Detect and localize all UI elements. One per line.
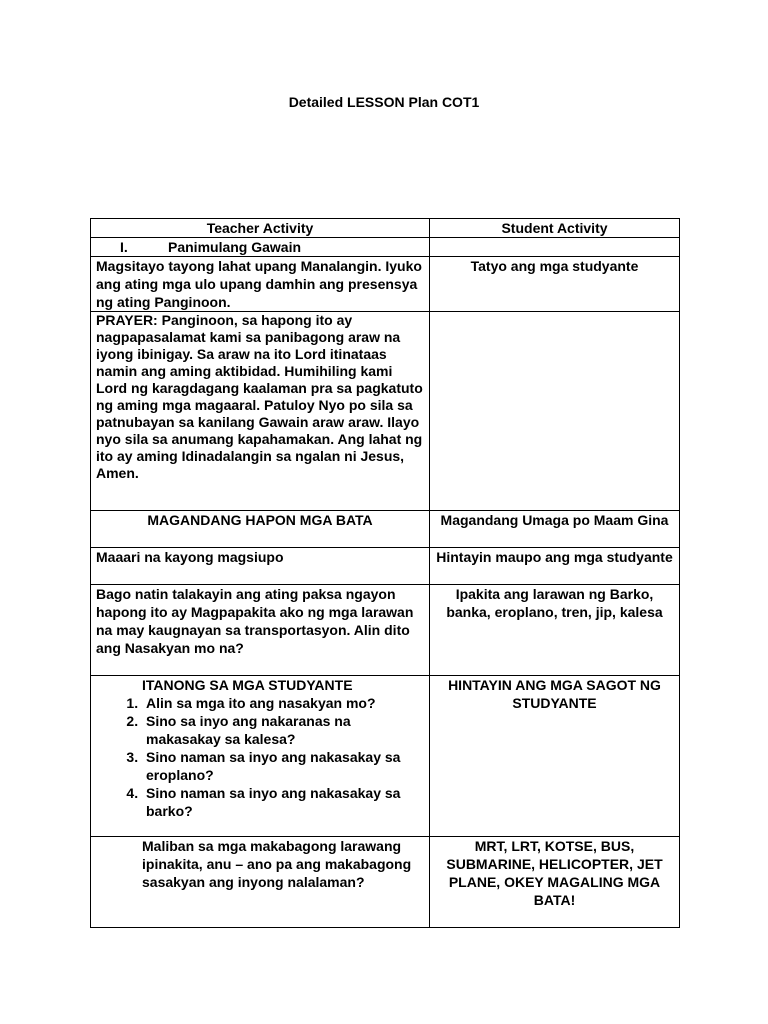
teacher-cell: PRAYER: Panginoon, sa hapong ito ay nagpapasalamat kami sa panibagong araw na iyong ibinigay. Sa araw na ito Lord itinataas namin ang aming aktibidad. Humihiling kami Lord ng karagdagang kaalaman pra sa pagkatuto ng aming mga magaaral. Patuloy Nyo po sila sa patnubayan sa kanilang Gawain araw araw. Ilayo nyo sila sa anumang kapahamakan. Ang lahat ng ito ay aming Idinadalangin sa ngalan ni Jesus, Amen. — [91, 312, 430, 511]
document-title: Detailed LESSON Plan COT1 — [288, 94, 480, 110]
questions-list — [96, 694, 424, 820]
student-cell: Tatyo ang mga studyante — [430, 257, 680, 312]
teacher-cell: Bago natin talakayin ang ating paksa ngayon hapong ito ay Magpapakita ako ng mga larawan na may kaugnayan sa transportasyon. Alin dito ang Nasakyan mo na? — [91, 585, 430, 676]
student-cell: Magandang Umaga po Maam Gina — [430, 511, 680, 548]
student-cell: HINTAYIN ANG MGA SAGOT NG STUDYANTE — [430, 676, 680, 837]
questions-row — [91, 676, 680, 837]
table-row — [91, 511, 680, 548]
lesson-plan-table — [90, 218, 680, 928]
header-teacher-activity: Teacher Activity — [91, 219, 430, 238]
student-cell: Hintayin maupo ang mga studyante — [430, 548, 680, 585]
questions-cell — [91, 676, 430, 837]
student-cell: MRT, LRT, KOTSE, BUS, SUBMARINE, HELICOPTER, JET PLANE, OKEY MAGALING MGA BATA! — [430, 837, 680, 928]
header-student-activity: Student Activity — [430, 219, 680, 238]
question-item: 2. Sino sa inyo ang nakaranas na makasakay sa kalesa? — [142, 712, 424, 748]
teacher-cell — [91, 837, 430, 928]
section-empty-cell — [430, 238, 680, 257]
student-cell: Ipakita ang larawan ng Barko, banka, eroplano, tren, jip, kalesa — [430, 585, 680, 676]
teacher-cell: MAGANDANG HAPON MGA BATA — [91, 511, 430, 548]
table-header-row — [91, 219, 680, 238]
student-cell — [430, 312, 680, 511]
questions-heading: ITANONG SA MGA STUDYANTE — [142, 677, 353, 693]
section-row — [91, 238, 680, 257]
table-row — [91, 837, 680, 928]
section-numeral: I. — [120, 239, 128, 255]
section-heading — [91, 238, 430, 257]
question-item: 1. Alin sa mga ito ang nasakyan mo? — [142, 694, 424, 712]
final-teacher-text: Maliban sa mga makabagong larawang ipinakita, anu – ano pa ang makabagong sasakyan ang inyong nalalaman? — [142, 838, 412, 890]
table-row — [91, 548, 680, 585]
section-label: Panimulang Gawain — [168, 239, 302, 255]
question-item: 4. Sino naman sa inyo ang nakasakay sa barko? — [142, 784, 424, 820]
teacher-cell: Maaari na kayong magsiupo — [91, 548, 430, 585]
teacher-cell: Magsitayo tayong lahat upang Manalangin. Iyuko ang ating mga ulo upang damhin ang presensya ng ating Panginoon. — [91, 257, 430, 312]
table-row — [91, 257, 680, 312]
table-row — [91, 585, 680, 676]
question-item: 3. Sino naman sa inyo ang nakasakay sa eroplano? — [142, 748, 424, 784]
table-row — [91, 312, 680, 511]
